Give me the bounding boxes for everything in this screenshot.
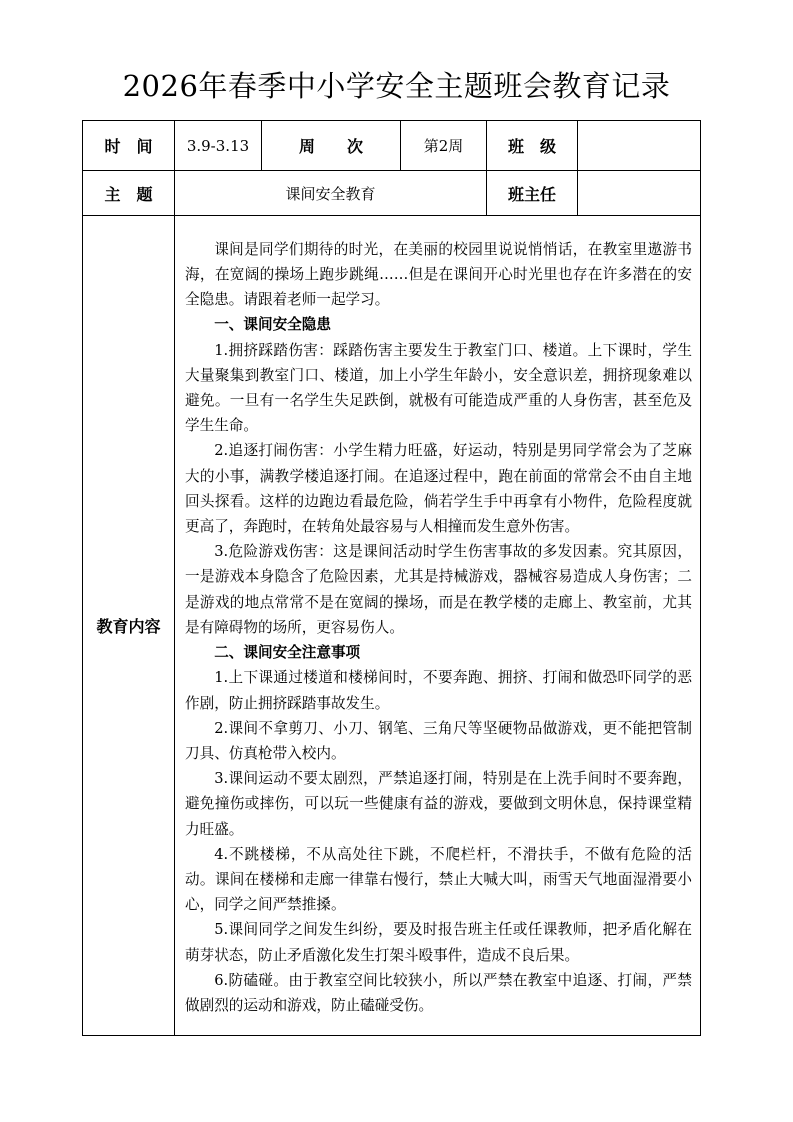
precaution-paragraph-3: 3.课间运动不要太剧烈，严禁追逐打闹，特别是在上洗手间时不要奔跑，避免撞伤或摔伤，可以玩一些健康有益的游戏，要做到文明休息，保持课堂精力旺盛。: [185, 770, 692, 838]
precaution-paragraph-2: 2.课间不拿剪刀、小刀、钢笔、三角尺等坚硬物品做游戏，更不能把管制刀具、仿真枪带入校内。: [185, 719, 692, 762]
precaution-paragraph-6: 6.防磕碰。由于教室空间比较狭小，所以严禁在教室中追逐、打闹，严禁做剧烈的运动和游戏，防止磕碰受伤。: [185, 971, 692, 1014]
content-cell: [175, 216, 701, 1036]
teacher-label: 班主任: [487, 171, 578, 216]
topic-label: 主 题: [83, 171, 175, 216]
row-content: [83, 216, 701, 1036]
hazard-paragraph-3: 3.危险游戏伤害：这是课间活动时学生伤害事故的多发因素。究其原因，一是游戏本身隐含了危险因素，尤其是持械游戏，器械容易造成人身伤害；二是游戏的地点常常不是在宽阔的操场，而是在教学楼的走廊上、教室前，尤其是有障碍物的场所，更容易伤人。: [185, 543, 692, 636]
content-body: [175, 233, 700, 1018]
week-label: 周 次: [262, 121, 401, 171]
hazard-paragraph-1: 1.拥挤踩踏伤害：踩踏伤害主要发生于教室门口、楼道。上下课时，学生大量聚集到教室门口、楼道，加上小学生年龄小，安全意识差，拥挤现象难以避免。一旦有一名学生失足跌倒，就极有可能造成严重的人身伤害，甚至危及学生生命。: [185, 341, 692, 435]
precaution-paragraph-5: 5.课间同学之间发生纠纷，要及时报告班主任或任课教师，把矛盾化解在萌芽状态，防止矛盾激化发生打架斗殴事件，造成不良后果。: [185, 921, 692, 964]
precaution-paragraph-4: 4.不跳楼梯，不从高处往下跳，不爬栏杆，不滑扶手，不做有危险的活动。课间在楼梯和走廊一律靠右慢行，禁止大喊大叫，雨雪天气地面湿滑要小心，同学之间严禁推搡。: [185, 845, 692, 914]
section-heading-hazards: 一、课间安全隐患: [214, 316, 331, 334]
row-topic: [83, 171, 701, 216]
topic-value: 课间安全教育: [175, 171, 487, 216]
row-time: [83, 121, 701, 171]
record-table: [82, 120, 701, 1036]
page-title: 2026年春季中小学安全主题班会教育记录: [122, 69, 671, 103]
content-label: 教育内容: [83, 216, 175, 1036]
teacher-value: [578, 171, 701, 216]
section-heading-precautions: 二、课间安全注意事项: [214, 644, 361, 662]
class-value: [578, 121, 701, 171]
time-label: 时 间: [83, 121, 175, 171]
class-label: 班 级: [487, 121, 578, 171]
hazard-paragraph-2: 2.追逐打闹伤害：小学生精力旺盛，好运动，特别是男同学常会为了芝麻大的小事，满教学楼追逐打闹。在追逐过程中，跑在前面的常常会不由自主地回头探看。这样的边跑边看最危险，倘若学生手中再拿有小物件，危险程度就更高了，奔跑时，在转角处最容易与人相撞而发生意外伤害。: [185, 442, 692, 536]
time-value: 3.9-3.13: [175, 121, 262, 171]
precaution-paragraph-1: 1.上下课通过楼道和楼梯间时，不要奔跑、拥挤、打闹和做恐吓同学的恶作剧，防止拥挤踩踏事故发生。: [185, 669, 692, 712]
intro-paragraph: 课间是同学们期待的时光，在美丽的校园里说说悄悄话，在教室里遨游书海，在宽阔的操场上跑步跳绳……但是在课间开心时光里也存在许多潜在的安全隐患。请跟着老师一起学习。: [185, 240, 692, 309]
week-value: 第2周: [401, 121, 487, 171]
